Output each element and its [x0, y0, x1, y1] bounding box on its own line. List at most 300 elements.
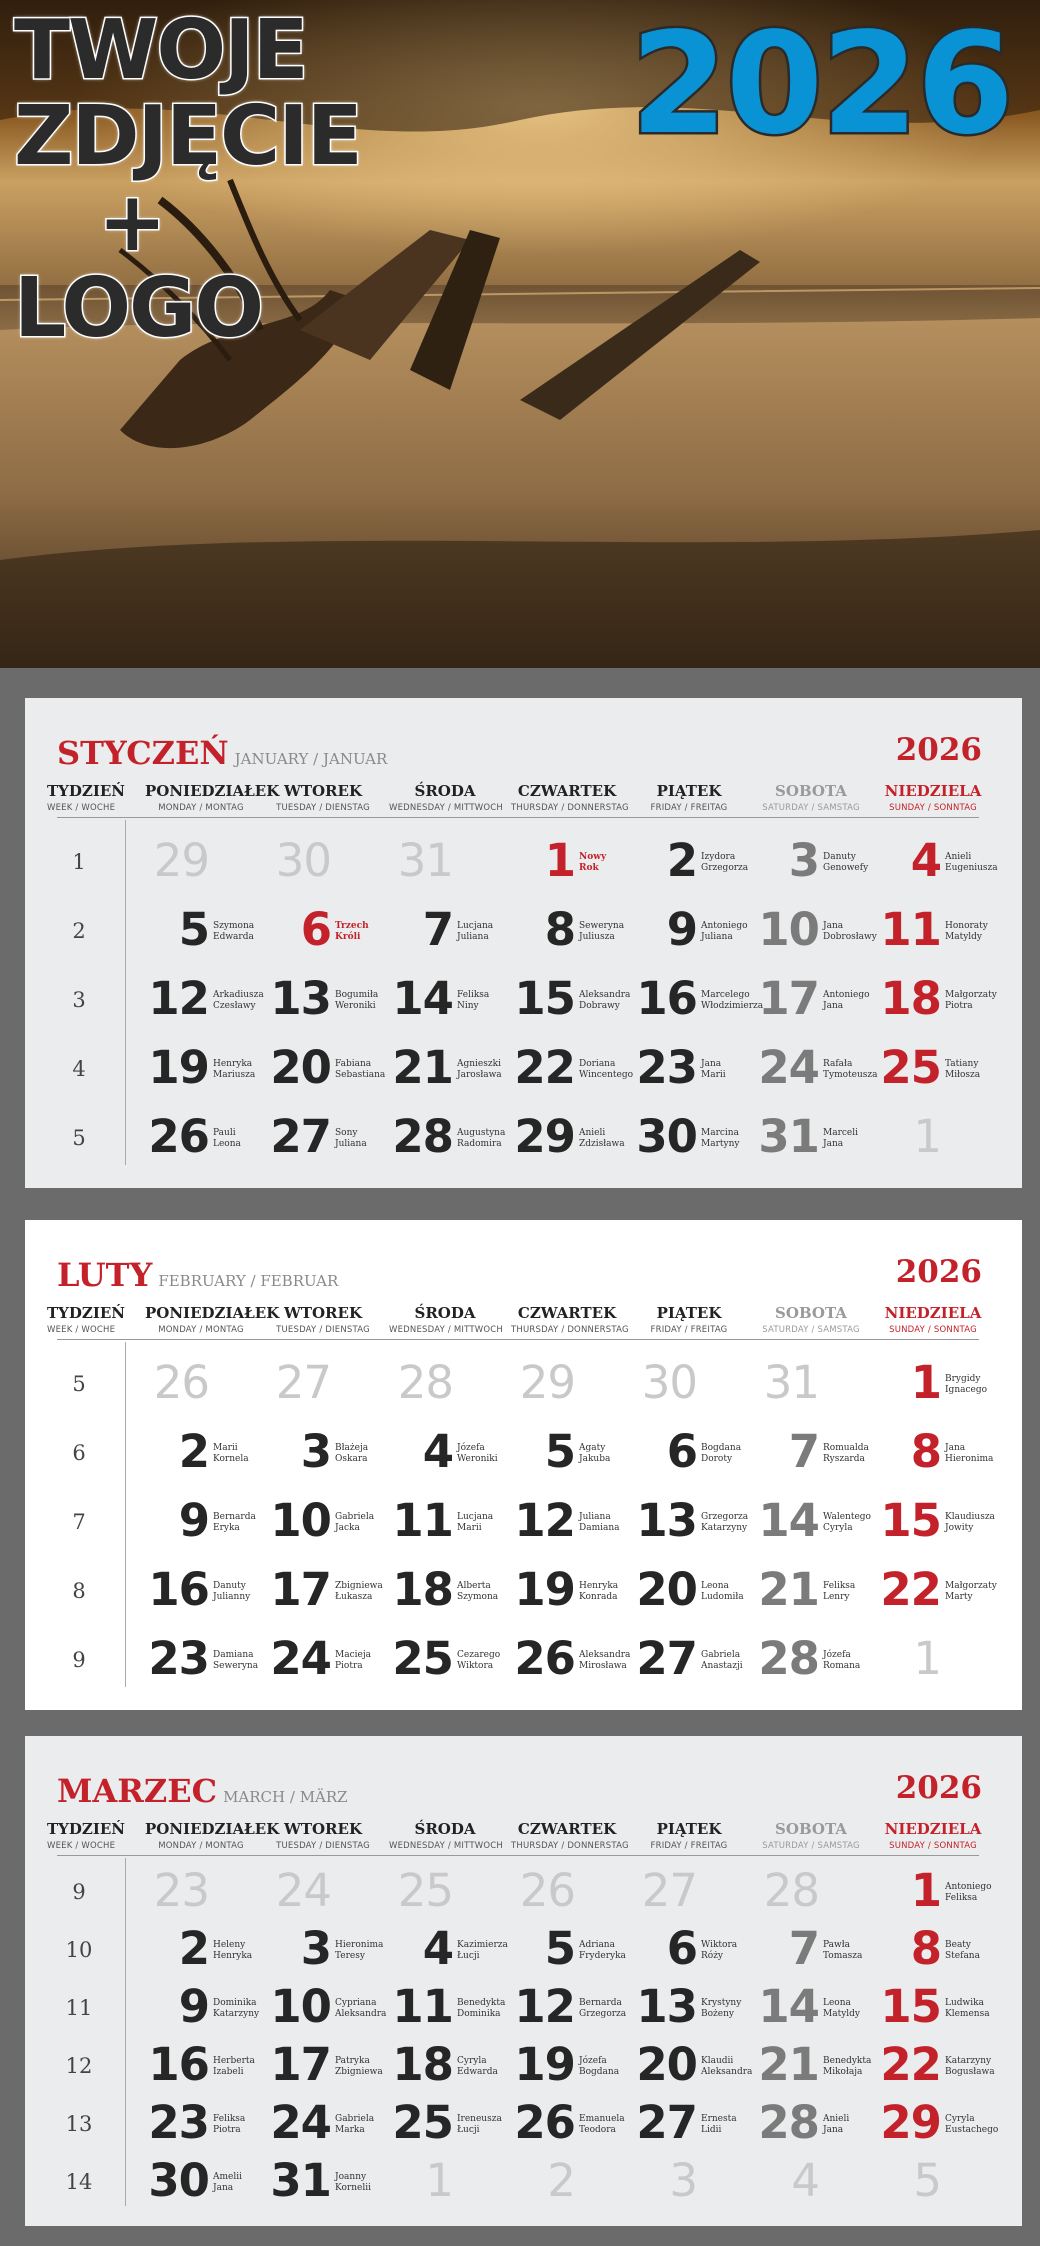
nameday-name: Antoniego [945, 1882, 992, 1892]
nameday-name: Juliana [579, 1512, 611, 1522]
day-number: 9 [178, 1494, 209, 1547]
day-number: 10 [270, 1494, 331, 1547]
nameday-names [213, 2114, 245, 2136]
nameday-name: Feliksa [457, 990, 490, 1000]
nameday-name: Herberta [213, 2056, 255, 2066]
weekday-header [47, 782, 125, 813]
weekday-translation: WEEK / WOCHE [47, 1841, 116, 1851]
nameday-name: Marcina [701, 1128, 739, 1138]
day-number: 15 [514, 972, 575, 1025]
day-number: 1 [910, 1356, 941, 1409]
promo-line-2: ZDJĘCIE [14, 89, 361, 184]
nameday-name: Danuty [213, 1581, 246, 1591]
month-subtitle: MARCH / MÄRZ [223, 1788, 348, 1806]
nameday-name: Radomira [457, 1139, 502, 1149]
nameday-name: Bernarda [579, 1998, 622, 2008]
nameday-names [945, 1374, 987, 1396]
nameday-name: Agnieszki [457, 1059, 501, 1069]
nameday-names [701, 921, 748, 943]
weekday-name: TYDZIEŃ [47, 1820, 125, 1838]
nameday-names [701, 1128, 739, 1150]
day-number: 1 [913, 1632, 941, 1685]
nameday-names [457, 1581, 498, 1603]
nameday-name: Kazimierza [457, 1940, 508, 1950]
nameday-name: Augustyna [457, 1128, 506, 1138]
nameday-name: Błażeja [335, 1443, 369, 1453]
promo-text [14, 3, 361, 356]
weekday-translation: MONDAY / MONTAG [158, 803, 244, 813]
nameday-name: Walentego [823, 1512, 871, 1522]
nameday-name: Adriana [579, 1940, 615, 1950]
nameday-name: Józefa [579, 2056, 607, 2066]
nameday-name: Alberta [457, 1581, 491, 1591]
nameday-name: Joanny [335, 2172, 367, 2182]
nameday-names [335, 1998, 386, 2020]
nameday-names [823, 921, 877, 943]
nameday-names [579, 1581, 618, 1603]
day-number: 19 [514, 2038, 575, 2091]
day-number: 14 [758, 1980, 819, 2033]
nameday-name: Seweryna [579, 921, 625, 931]
day-number: 2 [547, 2154, 575, 2207]
nameday-name: Dobrawy [579, 1001, 620, 1011]
nameday-name: Gabriela [335, 2114, 375, 2124]
nameday-names [823, 1581, 855, 1603]
weekday-name: SOBOTA [775, 1820, 847, 1838]
day-number: 28 [392, 1110, 453, 1163]
header-divider [57, 1339, 979, 1340]
week-number: 14 [65, 2170, 93, 2194]
day-number: 10 [758, 903, 819, 956]
nameday-names [701, 1940, 737, 1962]
week-number: 5 [72, 1372, 86, 1396]
nameday-name: Anieli [945, 852, 972, 862]
weekday-translation: SATURDAY / SAMSTAG [762, 803, 860, 813]
nameday-name: Antoniego [823, 990, 870, 1000]
day-number: 5 [178, 903, 209, 956]
nameday-names [945, 1998, 990, 2020]
weekday-name: CZWARTEK [517, 1304, 617, 1322]
nameday-name: Lucjana [457, 1512, 494, 1522]
nameday-name: Amelii [213, 2172, 242, 2182]
weekday-translation: TUESDAY / DIENSTAG [276, 1841, 370, 1851]
day-number: 27 [641, 1864, 697, 1917]
nameday-name: Jana [823, 1139, 844, 1149]
nameday-name: Jana [823, 921, 844, 931]
day-number: 4 [422, 1922, 453, 1975]
nameday-name: Bogumiła [335, 990, 379, 1000]
nameday-name: Genowefy [823, 863, 869, 873]
nameday-names [213, 990, 264, 1012]
nameday-name: Róży [701, 1951, 724, 1961]
day-number: 4 [422, 1425, 453, 1478]
weekday-header [47, 1820, 125, 1851]
nameday-name: Teresy [335, 1951, 365, 1961]
nameday-name: Grzegorza [701, 863, 749, 873]
nameday-name: Jana [823, 2125, 844, 2135]
nameday-name: Szymona [213, 921, 255, 931]
header-divider [57, 817, 979, 818]
nameday-name: Doriana [579, 1059, 616, 1069]
nameday-name: Bożeny [701, 2009, 734, 2019]
nameday-name: Tymoteusza [823, 1070, 878, 1080]
nameday-name: Szymona [457, 1592, 499, 1602]
nameday-name: Sony [335, 1128, 358, 1138]
weekday-header [145, 1820, 280, 1851]
nameday-name: Teodora [579, 2125, 616, 2135]
nameday-name: Juliusza [579, 932, 615, 942]
nameday-name: Edwarda [457, 2067, 498, 2077]
nameday-names [945, 1443, 993, 1465]
nameday-name: Agaty [579, 1443, 606, 1453]
month-year: 2026 [895, 1254, 982, 1290]
day-number: 14 [758, 1494, 819, 1547]
day-number: 27 [275, 1356, 331, 1409]
nameday-names [945, 921, 988, 943]
nameday-name: Feliksa [213, 2114, 246, 2124]
nameday-name: Hieronima [945, 1454, 994, 1464]
weekday-translation: SUNDAY / SONNTAG [889, 803, 977, 813]
nameday-name: Niny [457, 1001, 479, 1011]
nameday-name: Mirosława [579, 1661, 627, 1671]
weekday-header [755, 1304, 867, 1335]
month-name: MARZEC [57, 1772, 218, 1810]
nameday-name: Gabriela [701, 1650, 741, 1660]
day-number: 1 [910, 1864, 941, 1917]
day-number: 7 [788, 1922, 819, 1975]
nameday-names [335, 1443, 368, 1465]
weekday-translation: WEEK / WOCHE [47, 803, 116, 813]
nameday-names [945, 2056, 995, 2078]
weekday-header [511, 1820, 629, 1851]
nameday-names [213, 1059, 255, 1081]
nameday-name: Anieli [579, 1128, 606, 1138]
weekday-name: ŚRODA [414, 1820, 476, 1838]
nameday-name: Łucji [457, 2125, 480, 2135]
nameday-name: Bernarda [213, 1512, 256, 1522]
day-number: 13 [270, 972, 331, 1025]
day-number: 7 [422, 903, 453, 956]
day-number: 29 [514, 1110, 575, 1163]
week-number: 10 [65, 1938, 93, 1962]
nameday-names [335, 1940, 383, 1962]
day-number: 31 [763, 1356, 819, 1409]
nameday-name: Edwarda [213, 932, 254, 942]
day-number: 30 [275, 834, 331, 887]
day-number: 8 [544, 903, 575, 956]
day-number: 12 [514, 1980, 575, 2033]
nameday-name: Fryderyka [579, 1951, 626, 1961]
day-number: 28 [758, 1632, 819, 1685]
nameday-name: Jana [945, 1443, 966, 1453]
nameday-name: Łucji [457, 1951, 480, 1961]
nameday-name: Cyryla [823, 1523, 853, 1533]
nameday-names [823, 1650, 860, 1672]
nameday-names [701, 2114, 737, 2136]
nameday-names [457, 990, 489, 1012]
nameday-name: Mikołaja [823, 2067, 863, 2077]
weekday-header [267, 1820, 379, 1851]
nameday-names [457, 921, 493, 943]
nameday-names [457, 2056, 498, 2078]
week-number: 1 [72, 850, 86, 874]
nameday-name: Tomasza [823, 1951, 863, 1961]
weekday-name: PONIEDZIAŁEK [145, 1304, 280, 1322]
day-number: 16 [148, 1563, 209, 1616]
nameday-name: Arkadiusza [213, 990, 264, 1000]
day-number: 17 [758, 972, 819, 1025]
nameday-names [823, 1059, 878, 1081]
week-number: 8 [72, 1579, 86, 1603]
day-number: 3 [669, 2154, 697, 2207]
nameday-names [213, 1512, 256, 1534]
day-number: 16 [636, 972, 697, 1025]
nameday-name: Klemensa [945, 2009, 990, 2019]
day-number: 21 [758, 2038, 819, 2091]
day-number: 27 [636, 1632, 697, 1685]
nameday-name: Anastazji [701, 1661, 743, 1671]
week-column-divider [125, 1342, 126, 1687]
nameday-name: Doroty [701, 1454, 733, 1464]
nameday-names [701, 1512, 748, 1534]
nameday-names [457, 1650, 500, 1672]
day-number: 28 [397, 1356, 453, 1409]
weekday-translation: WEDNESDAY / MITTWOCH [389, 1841, 503, 1851]
nameday-name: Feliksa [823, 1581, 856, 1591]
nameday-names [701, 1998, 741, 2020]
nameday-name: Damiana [213, 1650, 254, 1660]
day-number: 6 [300, 903, 331, 956]
day-number: 26 [514, 1632, 575, 1685]
nameday-name: Klaudiusza [945, 1512, 995, 1522]
day-number: 6 [666, 1425, 697, 1478]
nameday-names [457, 2114, 502, 2136]
day-number: 31 [397, 834, 453, 887]
weekday-name: CZWARTEK [517, 1820, 617, 1838]
nameday-names [579, 1998, 626, 2020]
weekday-name: PIĄTEK [656, 1304, 722, 1322]
nameday-names [335, 1128, 367, 1150]
nameday-names [701, 852, 748, 874]
day-number: 2 [666, 834, 697, 887]
nameday-name: Macieja [335, 1650, 371, 1660]
nameday-names [213, 1443, 249, 1465]
day-number: 23 [153, 1864, 209, 1917]
nameday-name: Bogdana [701, 1443, 742, 1453]
nameday-name: Emanuela [579, 2114, 625, 2124]
nameday-name: Króli [335, 932, 361, 942]
weekday-name: NIEDZIELA [884, 1304, 982, 1322]
nameday-name: Zbigniewa [335, 2067, 383, 2077]
weekday-header [877, 1820, 989, 1851]
nameday-name: Honoraty [945, 921, 988, 931]
weekday-translation: MONDAY / MONTAG [158, 1325, 244, 1335]
nameday-names [579, 1443, 610, 1465]
nameday-name: Konrada [579, 1592, 618, 1602]
weekday-name: PONIEDZIAŁEK [145, 782, 280, 800]
day-number: 29 [153, 834, 209, 887]
nameday-name: Cyryla [945, 2114, 975, 2124]
month-subtitle: JANUARY / JANUAR [234, 750, 388, 768]
week-number: 11 [65, 1996, 93, 2020]
day-number: 12 [148, 972, 209, 1025]
nameday-name: Marka [335, 2125, 365, 2135]
day-number: 9 [666, 903, 697, 956]
nameday-name: Pauli [213, 1128, 236, 1138]
nameday-names [945, 852, 998, 874]
day-number: 2 [178, 1425, 209, 1478]
weekday-translation: FRIDAY / FREITAG [650, 1325, 728, 1335]
nameday-name: Heleny [213, 1940, 246, 1950]
weekday-header [267, 1304, 379, 1335]
nameday-names [579, 852, 606, 874]
nameday-name: Aleksandra [579, 990, 631, 1000]
nameday-name: Piotra [335, 1661, 363, 1671]
nameday-name: Jacka [335, 1523, 360, 1533]
day-number: 21 [392, 1041, 453, 1094]
weekday-translation: TUESDAY / DIENSTAG [276, 803, 370, 813]
day-number: 21 [758, 1563, 819, 1616]
day-number: 28 [763, 1864, 819, 1917]
nameday-name: Zdzisława [579, 1139, 625, 1149]
month-title [57, 1256, 338, 1294]
day-number: 29 [519, 1356, 575, 1409]
month-title [57, 734, 387, 772]
nameday-names [579, 1512, 620, 1534]
nameday-names [579, 990, 630, 1012]
month-subtitle: FEBRUARY / FEBRUAR [158, 1272, 339, 1290]
day-number: 15 [880, 1980, 941, 2033]
nameday-names [213, 1940, 252, 1962]
nameday-name: Krystyny [701, 1998, 742, 2008]
weekday-header [633, 1304, 745, 1335]
promo-line-3: + [98, 175, 165, 270]
nameday-name: Zbigniewa [335, 1581, 383, 1591]
nameday-name: Ludwika [945, 1998, 984, 2008]
day-number: 27 [636, 2096, 697, 2149]
weekday-translation: FRIDAY / FREITAG [650, 803, 728, 813]
nameday-name: Katarzyny [701, 1523, 748, 1533]
nameday-name: Jowity [945, 1523, 974, 1533]
weekday-header [145, 782, 280, 813]
nameday-names [823, 1512, 871, 1534]
nameday-names [335, 2172, 371, 2194]
nameday-name: Małgorzaty [945, 990, 997, 1000]
nameday-name: Cyryla [457, 2056, 487, 2066]
nameday-name: Leona [701, 1581, 729, 1591]
weekday-translation: THURSDAY / DONNERSTAG [511, 1841, 629, 1851]
weekday-translation: THURSDAY / DONNERSTAG [511, 803, 629, 813]
nameday-names [701, 1443, 741, 1465]
nameday-names [213, 2056, 255, 2078]
day-number: 26 [148, 1110, 209, 1163]
day-number: 25 [880, 1041, 941, 1094]
nameday-name: Marii [457, 1523, 482, 1533]
week-number: 9 [72, 1880, 86, 1904]
nameday-name: Anieli [823, 2114, 850, 2124]
nameday-name: Józefa [823, 1650, 851, 1660]
nameday-names [579, 1650, 630, 1672]
day-number: 3 [300, 1922, 331, 1975]
weekday-name: WTOREK [283, 782, 362, 800]
day-number: 11 [392, 1980, 453, 2033]
nameday-name: Włodzimierza [701, 1001, 764, 1011]
day-number: 4 [791, 2154, 819, 2207]
day-number: 15 [880, 1494, 941, 1547]
day-number: 18 [880, 972, 941, 1025]
nameday-name: Marty [945, 1592, 973, 1602]
nameday-names [457, 1940, 508, 1962]
nameday-name: Dominika [457, 2009, 501, 2019]
weekday-translation: SUNDAY / SONNTAG [889, 1325, 977, 1335]
nameday-name: Jarosława [457, 1070, 502, 1080]
weekday-name: ŚRODA [414, 1304, 476, 1322]
nameday-name: Benedykta [823, 2056, 872, 2066]
nameday-names [701, 990, 763, 1012]
nameday-name: Klaudii [701, 2056, 734, 2066]
day-number: 8 [910, 1922, 941, 1975]
nameday-name: Jana [823, 1001, 844, 1011]
day-number: 27 [270, 1110, 331, 1163]
day-number: 22 [514, 1041, 575, 1094]
nameday-name: Nowy [579, 852, 607, 862]
weekday-header [755, 782, 867, 813]
nameday-names [335, 2056, 383, 2078]
nameday-names [335, 1581, 383, 1603]
day-number: 5 [544, 1922, 575, 1975]
nameday-name: Jana [213, 2183, 234, 2193]
nameday-names [213, 921, 254, 943]
week-column-divider [125, 1858, 126, 2206]
nameday-name: Antoniego [701, 921, 748, 931]
nameday-name: Eugeniusza [945, 863, 998, 873]
weekday-name: PONIEDZIAŁEK [145, 1820, 280, 1838]
weekday-header [877, 1304, 989, 1335]
nameday-name: Henryka [579, 1581, 619, 1591]
nameday-name: Henryka [213, 1059, 253, 1069]
nameday-name: Kornelii [335, 2183, 371, 2193]
nameday-name: Damiana [579, 1523, 620, 1533]
nameday-name: Aleksandra [579, 1650, 631, 1660]
nameday-name: Julianny [213, 1592, 251, 1602]
weekday-header [877, 782, 989, 813]
day-number: 24 [270, 1632, 331, 1685]
nameday-names [213, 2172, 242, 2194]
nameday-names [579, 1059, 633, 1081]
day-number: 13 [636, 1980, 697, 2033]
day-number: 25 [397, 1864, 453, 1917]
nameday-name: Weroniki [457, 1454, 498, 1464]
weekday-translation: SATURDAY / SAMSTAG [762, 1325, 860, 1335]
nameday-name: Wincentego [579, 1070, 634, 1080]
day-number: 20 [270, 1041, 331, 1094]
nameday-name: Marcelego [701, 990, 750, 1000]
day-number: 24 [270, 2096, 331, 2149]
day-number: 23 [148, 2096, 209, 2149]
nameday-name: Henryka [213, 1951, 253, 1961]
nameday-names [945, 1581, 997, 1603]
nameday-names [457, 1998, 505, 2020]
nameday-name: Danuty [823, 852, 856, 862]
weekday-translation: SUNDAY / SONNTAG [889, 1841, 977, 1851]
nameday-name: Leona [823, 1998, 851, 2008]
day-number: 26 [519, 1864, 575, 1917]
nameday-name: Feliksa [945, 1893, 978, 1903]
nameday-name: Jakuba [579, 1454, 611, 1464]
nameday-names [701, 1059, 726, 1081]
nameday-name: Juliana [457, 932, 489, 942]
weekday-name: PIĄTEK [656, 1820, 722, 1838]
